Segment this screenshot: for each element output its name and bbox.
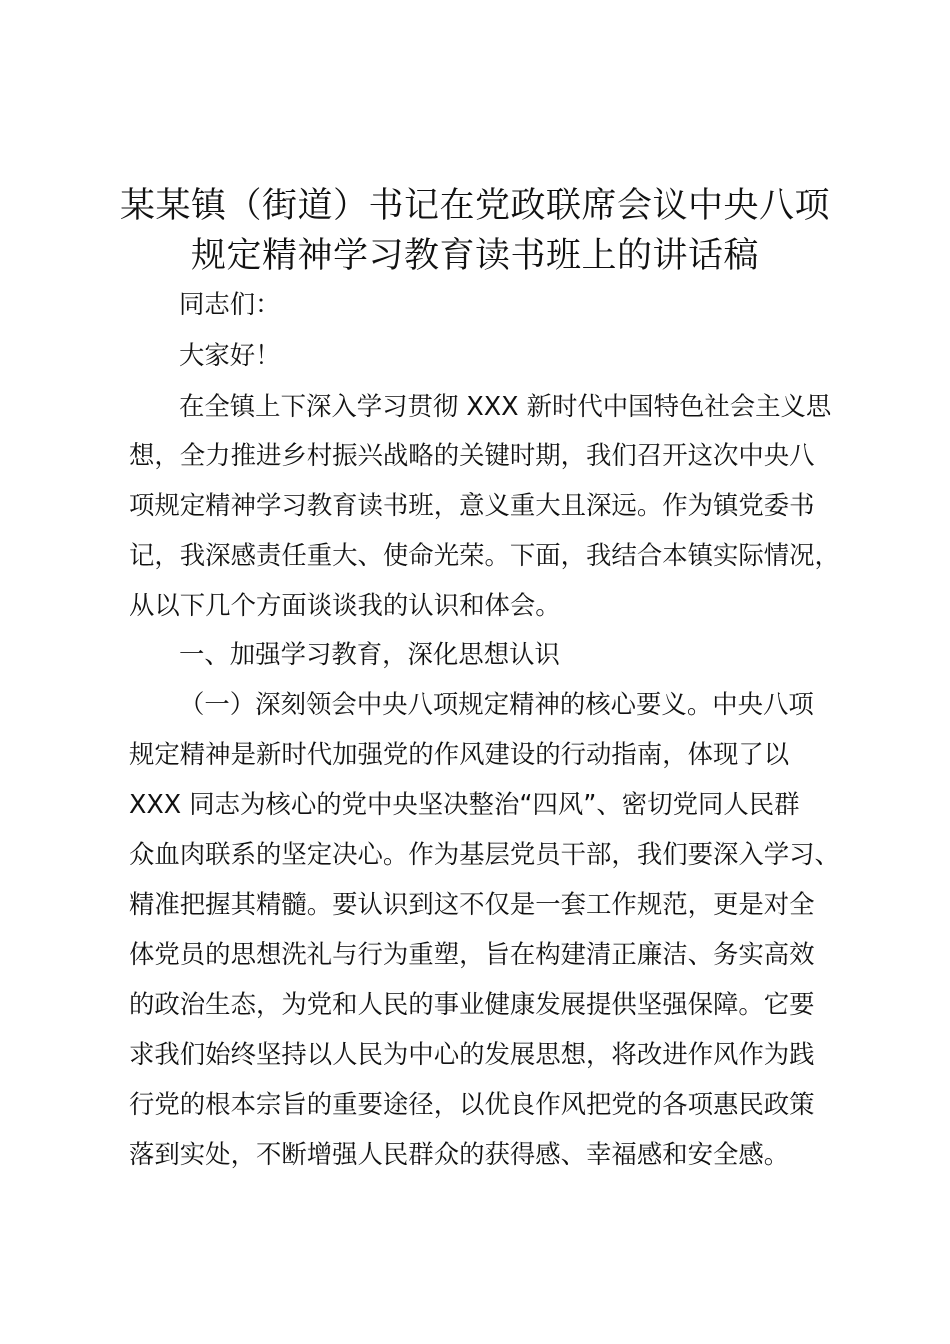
paragraph-line: 精准把握其精髓。要认识到这不仅是一套工作规范，更是对全 bbox=[129, 889, 815, 919]
document-title-line-2: 规定精神学习教育读书班上的讲话稿 bbox=[190, 236, 759, 276]
paragraph-line: 行党的根本宗旨的重要途径，以优良作风把党的各项惠民政策 bbox=[129, 1089, 815, 1119]
intro-line: 想，全力推进乡村振兴战略的关键时期，我们召开这次中央八 bbox=[129, 440, 815, 470]
greeting: 大家好！ bbox=[179, 340, 281, 370]
paragraph-line: 规定精神是新时代加强党的作风建设的行动指南，体现了以 bbox=[129, 739, 790, 769]
paragraph-line: 落到实处，不断增强人民群众的获得感、幸福感和安全感。 bbox=[129, 1139, 790, 1169]
intro-line: 项规定精神学习教育读书班，意义重大且深远。作为镇党委书 bbox=[129, 490, 815, 520]
paragraph-line: 众血肉联系的坚定决心。作为基层党员干部，我们要深入学习、 bbox=[129, 839, 840, 869]
paragraph-line: XXX 同志为核心的党中央坚决整治“四风”、密切党同人民群 bbox=[129, 789, 800, 819]
paragraph-line: （一）深刻领会中央八项规定精神的核心要义。中央八项 bbox=[179, 689, 814, 719]
paragraph-line: 体党员的思想洗礼与行为重塑，旨在构建清正廉洁、务实高效 bbox=[129, 939, 815, 969]
section-heading: 一、加强学习教育，深化思想认识 bbox=[179, 639, 560, 669]
salutation: 同志们： bbox=[179, 289, 281, 319]
paragraph-line: 的政治生态，为党和人民的事业健康发展提供坚强保障。它要 bbox=[129, 989, 815, 1019]
document-title-line-1: 某某镇（街道）书记在党政联席会议中央八项 bbox=[119, 186, 830, 226]
paragraph-line: 求我们始终坚持以人民为中心的发展思想，将改进作风作为践 bbox=[129, 1039, 815, 1069]
intro-line: 从以下几个方面谈谈我的认识和体会。 bbox=[129, 590, 561, 620]
intro-line: 在全镇上下深入学习贯彻 XXX 新时代中国特色社会主义思 bbox=[179, 391, 832, 421]
intro-line: 记，我深感责任重大、使命光荣。下面，我结合本镇实际情况， bbox=[129, 540, 840, 570]
